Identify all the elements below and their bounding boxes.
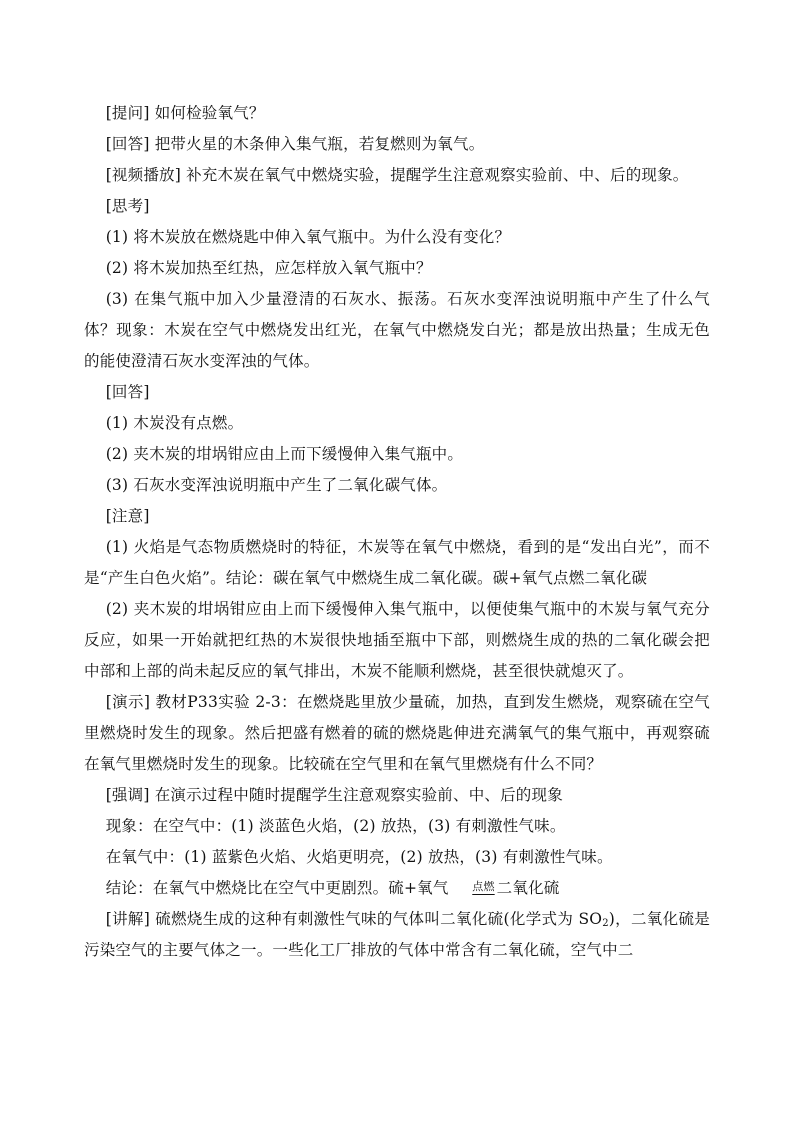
- think-item-1: (1) 将木炭放在燃烧匙中伸入氧气瓶中。为什么没有变化？: [105, 228, 511, 246]
- video-paragraph: [视频播放] 补充木炭在氧气中燃烧实验，提醒学生注意观察实验前、中、后的现象。: [105, 166, 689, 184]
- note-heading: [注意]: [105, 507, 150, 525]
- phenomenon-air: 现象：在空气中：(1) 淡蓝色火焰，(2) 放热，(3) 有刺激性气味。: [105, 817, 566, 835]
- demo-paragraph: [演示] 教材P33实验 2-3：在燃烧匙里放少量硫，加热，直到发生燃烧，观察硫在空气里燃烧时发生的现象。然后把盛有燃着的硫的燃烧匙伸进充满氧气的集气瓶中，再观察硫在氧气里燃烧时发生的现象。比较硫在空气里和在氧气里燃烧有什么不同？: [84, 693, 710, 773]
- lecture-text-start: [讲解] 硫燃烧生成的这种有刺激性气味的气体叫二氧化硫(化学式为 SO: [105, 910, 603, 928]
- answer-item-1: (1) 木炭没有点燃。: [105, 414, 244, 432]
- reaction-product: 二氧化硫: [496, 879, 560, 897]
- note-item-2: (2) 夹木炭的坩埚钳应由上而下缓慢伸入集气瓶中，以便使集气瓶中的木炭与氧气充分反应，如果一开始就把红热的木炭很快地插至瓶中下部，则燃烧生成的热的二氧化碳会把中部和上部的尚未起反应的氧气排出，木炭不能顺利燃烧，甚至很快就熄灭了。: [84, 600, 710, 680]
- note-item-1: (1) 火焰是气态物质燃烧时的特征，木炭等在氧气中燃烧，看到的是“发出白光”，而不是“产生白色火焰”。结论：碳在氧气中燃烧生成二氧化碳。碳+氧气点燃二氧化碳: [84, 538, 710, 587]
- answer-item-2: (2) 夹木炭的坩埚钳应由上而下缓慢伸入集气瓶中。: [105, 445, 464, 463]
- lecture-text-end: )，二氧化硫是污染空气的主要气体之一。一些化工厂排放的气体中常含有二氧化硫，空气中二: [84, 910, 710, 959]
- emphasis-paragraph: [强调] 在演示过程中随时提醒学生注意观察实验前、中、后的现象: [105, 786, 563, 804]
- answer-paragraph: [回答] 把带火星的木条伸入集气瓶，若复燃则为氧气。: [105, 135, 485, 153]
- think-item-2: (2) 将木炭加热至红热，应怎样放入氧气瓶中？: [105, 259, 432, 277]
- answer-item-3: (3) 石灰水变浑浊说明瓶中产生了二氧化碳气体。: [105, 476, 448, 494]
- reaction-condition: 点燃: [472, 880, 495, 893]
- think-heading: [思考]: [105, 197, 150, 215]
- phenomenon-oxygen: 在氧气中：(1) 蓝紫色火焰、火焰更明亮，(2) 放热，(3) 有刺激性气味。: [105, 848, 613, 866]
- answer-heading: [回答]: [105, 383, 150, 401]
- formula-subscript: 2: [602, 918, 609, 929]
- think-item-3: (3) 在集气瓶中加入少量澄清的石灰水、振荡。石灰水变浑浊说明瓶中产生了什么气体？现象：木炭在空气中燃烧发出红光，在氧气中燃烧发白光；都是放出热量；生成无色的能使澄清石灰水变浑浊的气体。: [84, 290, 710, 370]
- question-paragraph: [提问] 如何检验氧气？: [105, 104, 265, 122]
- document-body: [84, 98, 710, 966]
- lecture-paragraph: [84, 904, 710, 966]
- conclusion-text: 结论：在氧气中燃烧比在空气中更剧烈。硫+氧气: [105, 879, 449, 897]
- conclusion-paragraph: [84, 873, 710, 904]
